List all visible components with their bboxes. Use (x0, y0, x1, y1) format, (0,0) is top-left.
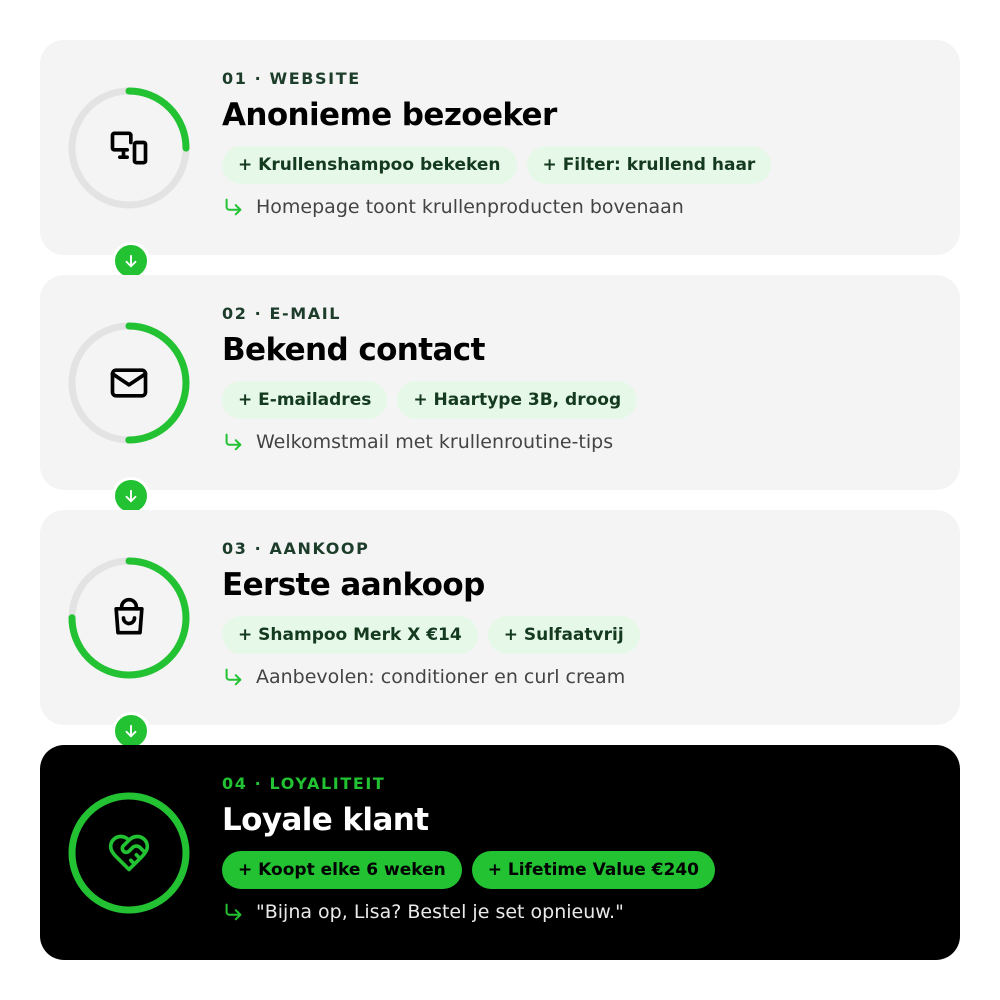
corner-down-right-icon (222, 901, 244, 923)
step-note-text: Homepage toont krullenproducten bovenaan (256, 196, 684, 218)
tag: + Krullenshampoo bekeken (222, 146, 517, 184)
tag: + E-mailadres (222, 381, 387, 419)
step-label: 02 · E-MAIL (222, 304, 342, 323)
step-title: Eerste aankoop (222, 567, 485, 603)
step-note-text: Welkomstmail met krullenroutine-tips (256, 431, 614, 453)
tag-list (222, 381, 930, 419)
tag: + Lifetime Value €240 (472, 851, 715, 889)
step-note (222, 663, 930, 691)
step-title: Bekend contact (222, 332, 485, 368)
corner-down-right-icon (222, 666, 244, 688)
step-label: 04 · LOYALITEIT (222, 774, 386, 793)
step-note-text: "Bijna op, Lisa? Bestel je set opnieuw." (256, 901, 624, 923)
tag: + Sulfaatvrij (488, 616, 640, 654)
step-note (222, 428, 930, 456)
mail-icon (105, 359, 153, 407)
step-note (222, 898, 930, 926)
step-card-purchase (40, 510, 960, 725)
step-label: 01 · WEBSITE (222, 69, 361, 88)
corner-down-right-icon (222, 196, 244, 218)
step-title: Loyale klant (222, 802, 429, 838)
shopping-bag-icon (105, 594, 153, 642)
step-card-loyalty (40, 745, 960, 960)
step-card-email (40, 275, 960, 490)
step-note-text: Aanbevolen: conditioner en curl cream (256, 666, 626, 688)
tag: + Koopt elke 6 weken (222, 851, 462, 889)
tag-list (222, 851, 930, 889)
corner-down-right-icon (222, 431, 244, 453)
tag: + Haartype 3B, droog (397, 381, 637, 419)
step-label: 03 · AANKOOP (222, 539, 370, 558)
tag: + Shampoo Merk X €14 (222, 616, 478, 654)
step-title: Anonieme bezoeker (222, 97, 557, 133)
devices-icon (105, 124, 153, 172)
step-card-website (40, 40, 960, 255)
tag: + Filter: krullend haar (527, 146, 772, 184)
tag-list (222, 146, 930, 184)
step-note (222, 193, 930, 221)
tag-list (222, 616, 930, 654)
heart-handshake-icon (105, 829, 153, 877)
